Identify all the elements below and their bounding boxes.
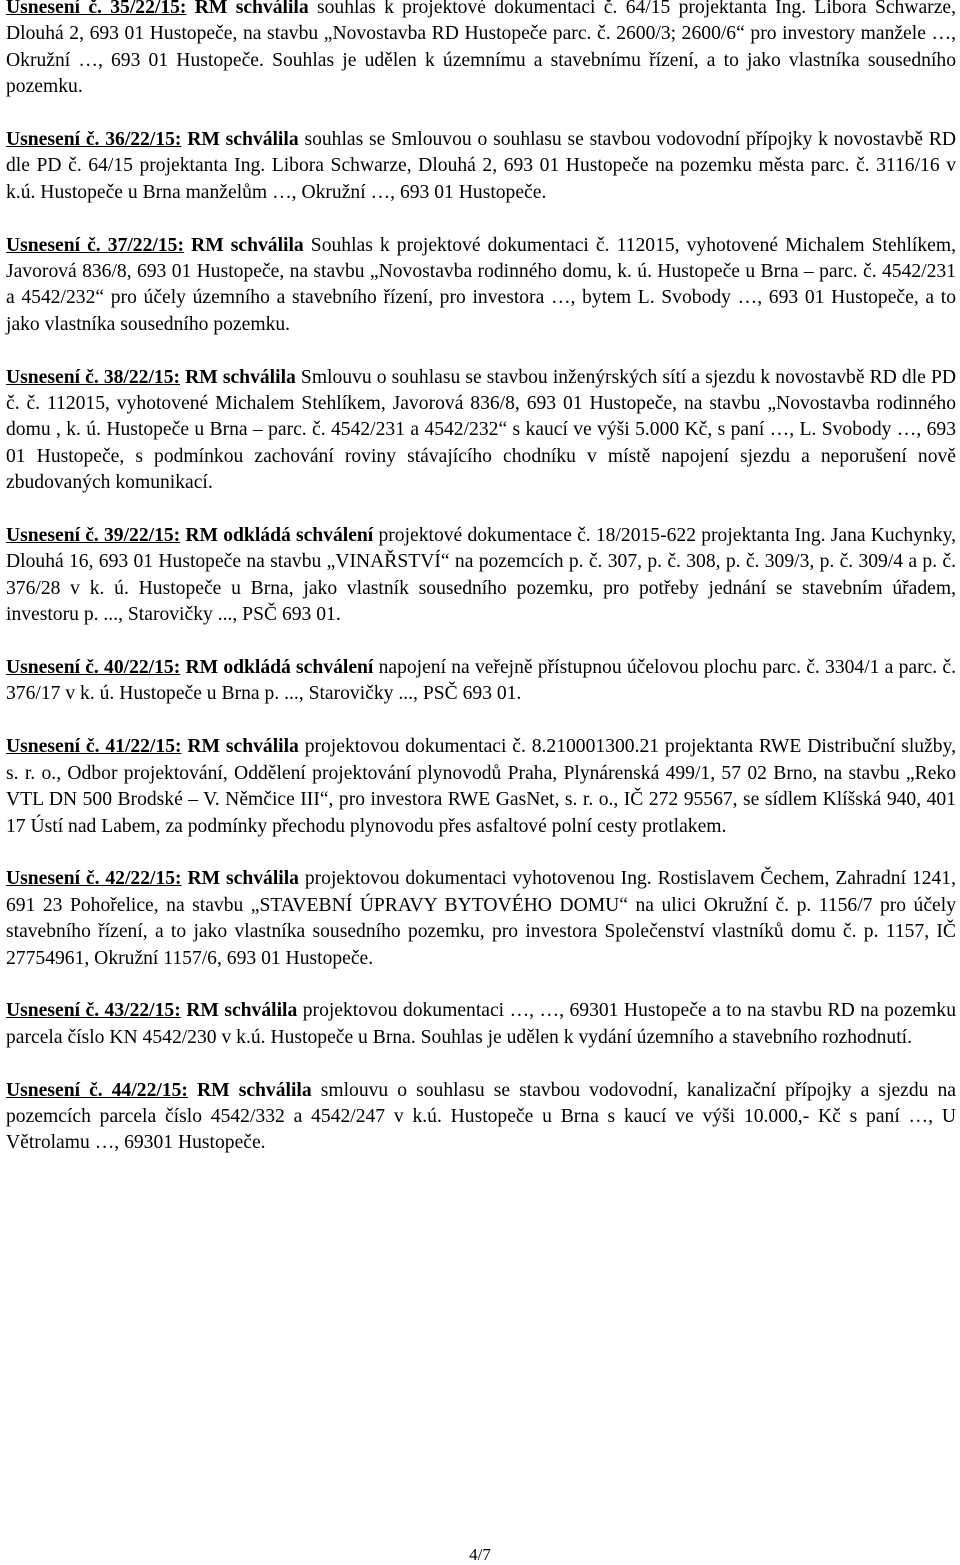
resolution-text: napojení na veřejně přístupnou účelovou plochu parc. č. 3304/1 a parc. č. 376/17 v k. ú. Hustopeče u Brna p. ..., Starovičky ..., PSČ 693 01. — [6, 657, 957, 705]
resolution-verb: RM odkládá schválení — [185, 525, 374, 547]
resolution-text: projektovou dokumentaci č. 8.210001300.21 projektanta RWE Distribuční služby, s. r. o., Odbor projektování, Oddělení projektování plynovodů Praha, Plynárenská 499/1, 57 02 Brno, na stavbu „Reko VTL DN 500 Brodské – V. Němčice III“, pro investora RWE GasNet, s. r. o., IČ 272 95567, se sídlem Klíšská 940, 401 17 Ústí nad Labem, za podmínky přechodu plynovodu přes asfaltové polní cesty protlakem. — [6, 736, 957, 837]
resolution-label: Usnesení č. 36/22/15: — [6, 129, 182, 151]
resolution-label: Usnesení č. 37/22/15: — [6, 234, 184, 256]
resolution-paragraph — [6, 365, 956, 497]
resolution-label: Usnesení č. 44/22/15: — [6, 1079, 188, 1101]
resolution-label: Usnesení č. 38/22/15: — [6, 366, 181, 388]
resolution-text: smlouvu o souhlasu se stavbou vodovodní, kanalizační přípojky a sjezdu na pozemcích parcela číslo 4542/332 a 4542/247 v k.ú. Hustopeče u Brna s kaucí ve výši 10.000,- Kč s paní …, U Větrolamu …, 69301 Hustopeče. — [6, 1079, 956, 1154]
resolution-text: projektovou dokumentaci …, …, 69301 Hustopeče a to na stavbu RD na pozemku parcela číslo KN 4542/230 v k.ú. Hustopeče u Brna. Souhlas je udělen k vydání územního a stavebního rozhodnutí. — [6, 1000, 956, 1048]
resolution-label: Usnesení č. 40/22/15: — [6, 657, 181, 679]
resolution-text: souhlas se Smlouvou o souhlasu se stavbou vodovodní přípojky k novostavbě RD dle PD č. 64/15 projektanta Ing. Libora Schwarze, Dlouhá 2, 693 01 Hustopeče na pozemku města parc. č. 3116/16 v k.ú. Hustopeče u Brna manželům …, Okružní …, 693 01 Hustopeče. — [6, 129, 957, 203]
resolution-verb: RM schválila — [185, 366, 296, 388]
resolution-verb: RM schválila — [191, 234, 304, 256]
resolution-text: projektové dokumentace č. 18/2015-622 projektanta Ing. Jana Kuchynky, Dlouhá 16, 693 01 Hustopeče na stavbu „VINAŘSTVÍ“ na pozemcích p. č. 307, p. č. 308, p. č. 309/3, p. č. 309/4 a p. č. 376/28 v k. ú. Hustopeče u Brna, jako vlastník sousedního pozemku, pro potřeby jednání se stavebním úřadem, investoru p. ..., Starovičky ..., PSČ 693 01. — [6, 525, 957, 626]
resolution-verb: RM schválila — [197, 1079, 312, 1101]
resolution-verb: RM schválila — [194, 0, 309, 18]
resolution-paragraph — [6, 0, 956, 101]
resolution-text: Souhlas k projektové dokumentaci č. 112015, vyhotovené Michalem Stehlíkem, Javorová 836/8, 693 01 Hustopeče, na stavbu „Novostavba rodinného domu, k. ú. Hustopeče u Brna – parc. č. 4542/231 a 4542/232“ pro účely územního a stavebního řízení, pro investora …, bytem L. Svobody …, 693 01 Hustopeče, a to jako vlastníka sousedního pozemku. — [6, 234, 956, 335]
resolution-label: Usnesení č. 43/22/15: — [6, 1000, 181, 1022]
resolution-verb: RM odkládá schválení — [185, 657, 374, 679]
resolution-paragraph — [6, 127, 956, 206]
resolution-list — [6, 0, 956, 1157]
resolution-text: Smlouvu o souhlasu se stavbou inženýrských sítí a sjezdu k novostavbě RD dle PD č. č. 112015, vyhotovené Michalem Stehlíkem, Javorová 836/8, 693 01 Hustopeče, na stavbu „Novostavba rodinného domu , k. ú. Hustopeče u Brna – parc. č. 4542/231 a 4542/232“ s kaucí ve výši 5.000 Kč, s paní …, L. Svobody …, 693 01 Hustopeče, s podmínkou zachování roviny stávajícího chodníku v místě napojení sjezdu a neporušení nově zbudovaných komunikací. — [6, 366, 956, 494]
page-number: 4/7 — [469, 1545, 491, 1564]
resolution-label: Usnesení č. 42/22/15: — [6, 868, 182, 890]
resolution-verb: RM schválila — [187, 868, 299, 890]
resolution-paragraph — [6, 998, 956, 1051]
resolution-paragraph — [6, 866, 956, 972]
resolution-label: Usnesení č. 39/22/15: — [6, 525, 181, 547]
resolution-text: souhlas k projektové dokumentaci č. 64/15 projektanta Ing. Libora Schwarze, Dlouhá 2, 693 01 Hustopeče, na stavbu „Novostavba RD Hustopeče parc. č. 2600/3; 2600/6“ pro investory manžele …, Okružní …, 693 01 Hustopeče. Souhlas je udělen k územnímu a stavebnímu řízení, a to jako vlastníka sousedního pozemku. — [6, 0, 956, 98]
resolution-verb: RM schválila — [186, 1000, 298, 1022]
resolution-label: Usnesení č. 35/22/15: — [6, 0, 187, 18]
resolution-paragraph — [6, 655, 956, 708]
resolution-verb: RM schválila — [187, 129, 299, 151]
resolution-text: projektovou dokumentaci vyhotovenou Ing. Rostislavem Čechem, Zahradní 1241, 691 23 Pohořelice, na stavbu „STAVEBNÍ ÚPRAVY BYTOVÉHO DOMU“ na ulici Okružní č. p. 1156/7 pro účely stavebního řízení, a to jako vlastníka sousedního pozemku, pro investora Společenství vlastníků domu č. p. 1157, IČ 27754961, Okružní 1157/6, 693 01 Hustopeče. — [6, 868, 957, 969]
resolution-verb: RM schválila — [187, 736, 299, 758]
resolution-paragraph — [6, 233, 956, 339]
resolution-paragraph — [6, 523, 956, 629]
resolution-paragraph — [6, 734, 956, 840]
resolution-label: Usnesení č. 41/22/15: — [6, 736, 182, 758]
resolution-paragraph — [6, 1078, 956, 1157]
